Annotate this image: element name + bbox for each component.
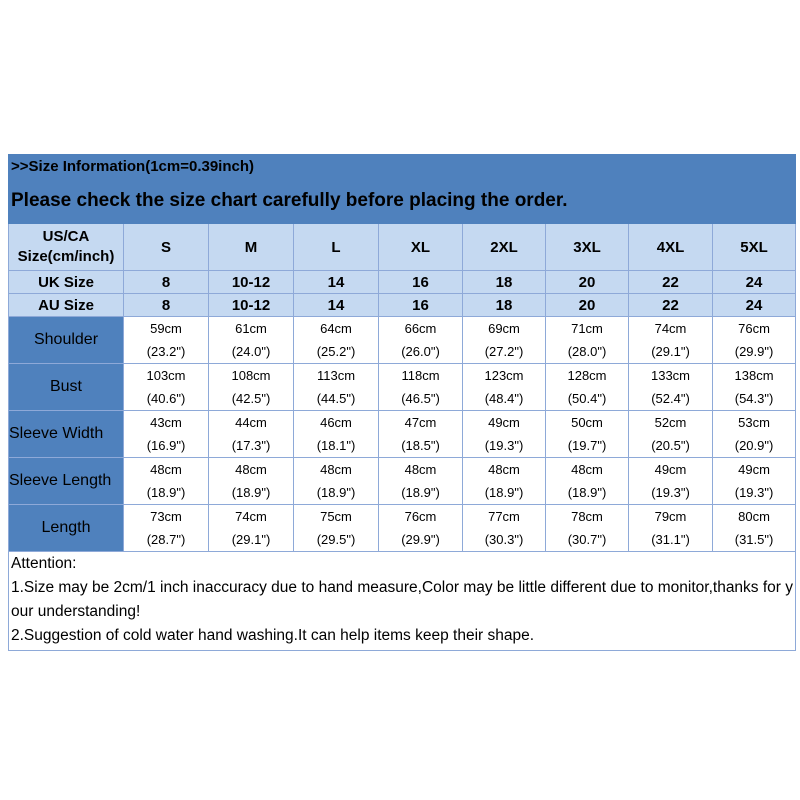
value-inch: (24.0") [231, 344, 271, 359]
measurement-cell [379, 317, 463, 364]
value-cm: 123cm [484, 368, 524, 383]
measurement-cell [209, 411, 294, 458]
measurement-row-sleeve-width [9, 411, 796, 458]
notes-title: Attention: [11, 555, 77, 572]
value-cm: 118cm [401, 368, 440, 383]
value-cm: 47cm [404, 415, 437, 430]
uk-size-label: UK Size [9, 271, 124, 294]
measurement-cell [629, 505, 713, 552]
value-inch: (18.9") [567, 485, 607, 500]
measurement-cell [546, 458, 629, 505]
value-cm: 76cm [404, 509, 437, 524]
notice-text: Please check the size chart carefully before placing the order. [11, 190, 568, 211]
value-inch: (19.3") [734, 485, 774, 500]
value-cm: 138cm [734, 368, 774, 383]
uk-size-cell: 18 [463, 271, 546, 294]
measurement-label: Length [9, 505, 124, 552]
value-cm: 49cm [488, 415, 520, 430]
value-inch: (54.3") [734, 391, 774, 406]
value-cm: 74cm [235, 509, 267, 524]
value-cm: 48cm [150, 462, 182, 477]
measurement-cell [379, 411, 463, 458]
uk-size-cell: 20 [546, 271, 629, 294]
note-line-2: 2.Suggestion of cold water hand washing.It can help items keep their shape. [11, 627, 535, 644]
size-info-text: >>Size Information(1cm=0.39inch) [11, 158, 254, 175]
uk-size-cell: 8 [124, 271, 209, 294]
measurement-row-sleeve-length [9, 458, 796, 505]
measurement-cell [463, 458, 546, 505]
measurement-cell [713, 458, 796, 505]
measurement-cell [124, 505, 209, 552]
value-inch: (28.0") [567, 344, 607, 359]
measurement-cell [713, 411, 796, 458]
size-chart-table [8, 154, 796, 651]
uk-size-cell: 24 [713, 271, 796, 294]
value-inch: (20.5") [651, 438, 690, 453]
value-cm: 49cm [654, 462, 687, 477]
value-inch: (50.4") [567, 391, 607, 406]
value-inch: (26.0") [401, 344, 440, 359]
measurement-cell [209, 317, 294, 364]
measurement-cell [294, 317, 379, 364]
measurement-row-shoulder [9, 317, 796, 364]
value-inch: (29.9") [734, 344, 774, 359]
value-cm: 49cm [738, 462, 770, 477]
value-cm: 78cm [571, 509, 603, 524]
value-cm: 53cm [738, 415, 770, 430]
value-inch: (19.3") [484, 438, 524, 453]
value-cm: 48cm [571, 462, 603, 477]
value-inch: (29.1") [231, 532, 271, 547]
value-inch: (18.9") [316, 485, 356, 500]
au-size-cell: 24 [713, 294, 796, 317]
measurement-cell [629, 317, 713, 364]
uk-size-cell: 10-12 [209, 271, 294, 294]
value-inch: (46.5") [401, 391, 440, 406]
value-cm: 76cm [738, 321, 770, 336]
measurement-cell [124, 411, 209, 458]
measurement-cell [629, 411, 713, 458]
value-cm: 43cm [150, 415, 182, 430]
value-inch: (48.4") [484, 391, 524, 406]
value-cm: 80cm [738, 509, 770, 524]
measurement-cell [546, 364, 629, 411]
size-label-cell: L [294, 224, 379, 271]
measurement-cell [463, 505, 546, 552]
au-size-cell: 16 [379, 294, 463, 317]
value-cm: 75cm [320, 509, 352, 524]
value-inch: (20.9") [734, 438, 774, 453]
value-cm: 46cm [320, 415, 352, 430]
size-label-cell: S [124, 224, 209, 271]
measurement-cell [209, 364, 294, 411]
value-inch: (44.5") [316, 391, 356, 406]
measurement-cell [463, 317, 546, 364]
value-cm: 52cm [654, 415, 687, 430]
measurement-cell [713, 364, 796, 411]
measurement-label: Sleeve Length [9, 458, 124, 505]
value-cm: 69cm [488, 321, 520, 336]
uk-size-cell: 14 [294, 271, 379, 294]
measurement-cell [713, 317, 796, 364]
size-info-banner [9, 155, 796, 179]
value-inch: (27.2") [484, 344, 524, 359]
size-label-cell: 4XL [629, 224, 713, 271]
value-inch: (18.9") [401, 485, 440, 500]
measurement-cell [379, 505, 463, 552]
value-inch: (40.6") [146, 391, 186, 406]
value-inch: (23.2") [146, 344, 186, 359]
au-size-cell: 8 [124, 294, 209, 317]
measurement-cell [379, 364, 463, 411]
measurement-cell [546, 505, 629, 552]
value-inch: (18.9") [231, 485, 271, 500]
measurement-cell [294, 364, 379, 411]
value-cm: 103cm [146, 368, 186, 383]
measurement-cell [463, 364, 546, 411]
notes-row [9, 552, 796, 651]
measurement-cell [294, 458, 379, 505]
value-inch: (18.9") [484, 485, 524, 500]
value-inch: (25.2") [316, 344, 356, 359]
value-inch: (19.3") [651, 485, 690, 500]
au-size-label: AU Size [9, 294, 124, 317]
size-row-label [9, 224, 124, 271]
value-cm: 48cm [235, 462, 267, 477]
attention-notes [9, 552, 796, 651]
value-inch: (18.1") [316, 438, 356, 453]
value-cm: 73cm [150, 509, 182, 524]
value-cm: 77cm [488, 509, 520, 524]
size-row-label-line1: US/CA [42, 228, 90, 245]
uk-size-cell: 16 [379, 271, 463, 294]
uk-size-cell: 22 [629, 271, 713, 294]
value-inch: (18.5") [401, 438, 440, 453]
value-cm: 79cm [654, 509, 687, 524]
measurement-cell [209, 458, 294, 505]
measurement-cell [629, 364, 713, 411]
measurement-cell [629, 458, 713, 505]
value-inch: (30.7") [567, 532, 607, 547]
value-cm: 44cm [235, 415, 267, 430]
value-inch: (16.9") [146, 438, 186, 453]
measurement-cell [546, 317, 629, 364]
value-cm: 71cm [571, 321, 603, 336]
size-label-cell: 5XL [713, 224, 796, 271]
measurement-cell [546, 411, 629, 458]
measurement-label: Bust [9, 364, 124, 411]
size-label-cell: 2XL [463, 224, 546, 271]
size-label-cell: 3XL [546, 224, 629, 271]
value-inch: (52.4") [651, 391, 690, 406]
measurement-cell [124, 458, 209, 505]
measurement-cell [294, 505, 379, 552]
au-size-row [9, 294, 796, 317]
uk-size-row [9, 271, 796, 294]
au-size-cell: 18 [463, 294, 546, 317]
note-line-1: 1.Size may be 2cm/1 inch inaccuracy due to hand measure,Color may be little different due to monitor,thanks for your understanding! [11, 579, 794, 620]
value-inch: (28.7") [146, 532, 186, 547]
notice-banner [9, 179, 796, 224]
measurement-cell [124, 317, 209, 364]
value-inch: (29.5") [316, 532, 356, 547]
measurement-cell [124, 364, 209, 411]
measurement-cell [379, 458, 463, 505]
value-cm: 108cm [231, 368, 271, 383]
value-inch: (31.1") [651, 532, 690, 547]
value-cm: 128cm [567, 368, 607, 383]
value-inch: (18.9") [146, 485, 186, 500]
value-cm: 133cm [650, 368, 691, 383]
measurement-cell [209, 505, 294, 552]
measurement-cell [294, 411, 379, 458]
measurement-cell [713, 505, 796, 552]
size-label-cell: M [209, 224, 294, 271]
value-cm: 113cm [316, 368, 356, 383]
value-inch: (19.7") [567, 438, 607, 453]
value-inch: (42.5") [231, 391, 271, 406]
value-cm: 48cm [404, 462, 437, 477]
value-cm: 48cm [488, 462, 520, 477]
measurement-label: Shoulder [9, 317, 124, 364]
value-cm: 64cm [320, 321, 352, 336]
value-cm: 48cm [320, 462, 352, 477]
measurement-cell [463, 411, 546, 458]
size-row-label-line2: Size(cm/inch) [17, 248, 115, 265]
measurement-row-length [9, 505, 796, 552]
value-inch: (29.9") [401, 532, 440, 547]
value-cm: 61cm [235, 321, 267, 336]
value-cm: 74cm [654, 321, 687, 336]
value-inch: (31.5") [734, 532, 774, 547]
measurement-label: Sleeve Width [9, 411, 124, 458]
measurement-row-bust [9, 364, 796, 411]
au-size-cell: 10-12 [209, 294, 294, 317]
value-cm: 50cm [571, 415, 603, 430]
au-size-cell: 22 [629, 294, 713, 317]
value-inch: (17.3") [231, 438, 271, 453]
value-inch: (30.3") [484, 532, 524, 547]
value-cm: 59cm [150, 321, 182, 336]
value-inch: (29.1") [651, 344, 690, 359]
au-size-cell: 20 [546, 294, 629, 317]
value-cm: 66cm [404, 321, 437, 336]
au-size-cell: 14 [294, 294, 379, 317]
size-label-cell: XL [379, 224, 463, 271]
size-header-row [9, 224, 796, 271]
